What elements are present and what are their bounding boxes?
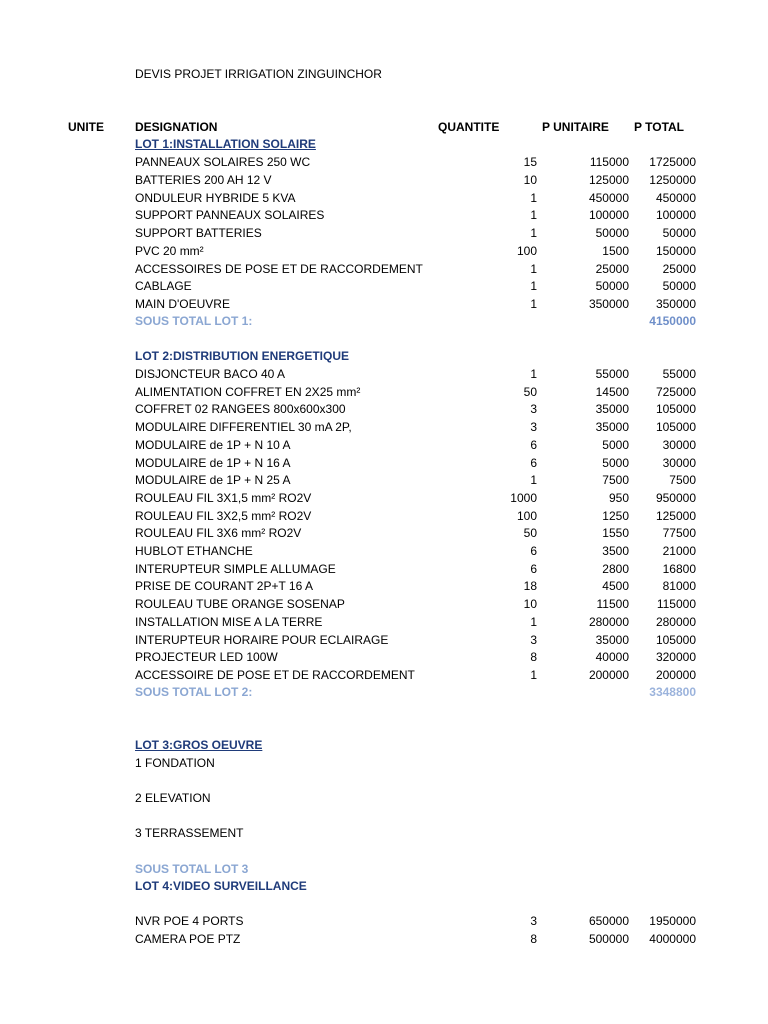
lot2-subtotal-row — [0, 684, 768, 701]
item-unit-price: 35000 — [595, 402, 629, 417]
item-total-price: 1725000 — [649, 155, 696, 169]
item-total-price: 4000000 — [649, 931, 696, 946]
item-designation: ROULEAU FIL 3X2,5 mm² RO2V — [135, 508, 312, 523]
lot3-item — [0, 790, 768, 807]
item-total-price: 115000 — [656, 597, 696, 612]
table-row — [0, 261, 768, 278]
item-unit-price: 3500 — [602, 544, 629, 558]
item-designation: INSTALLATION MISE A LA TERRE — [135, 614, 323, 629]
table-row — [0, 419, 768, 436]
item-total-price: 21000 — [662, 544, 696, 558]
table-row — [0, 437, 768, 454]
item-unit-price: 11500 — [596, 597, 629, 612]
item-unit-price: 7500 — [602, 473, 629, 488]
lot3-item-label: 3 TERRASSEMENT — [135, 826, 244, 840]
item-total-price: 25000 — [662, 261, 696, 276]
table-row — [0, 207, 768, 224]
table-row — [0, 525, 768, 542]
item-designation: ROULEAU FIL 3X6 mm² RO2V — [135, 526, 302, 541]
item-unit-price: 50000 — [595, 226, 629, 240]
item-designation: ACCESSOIRE DE POSE ET DE RACCORDEMENT — [135, 667, 415, 682]
header-p-total: P TOTAL — [634, 120, 685, 134]
item-designation: PVC 20 mm² — [135, 243, 204, 258]
lot1-title-row — [0, 136, 768, 153]
item-unit-price: 40000 — [595, 650, 629, 665]
item-unit-price: 35000 — [595, 420, 629, 435]
lot3-item-label: 1 FONDATION — [135, 756, 215, 770]
lot3-item — [0, 755, 768, 772]
document-title-row — [0, 66, 768, 83]
table-row — [0, 366, 768, 383]
item-total-price: 150000 — [655, 243, 696, 258]
item-total-price: 1250000 — [649, 172, 696, 187]
item-total-price: 105000 — [655, 420, 696, 435]
lot3-subtotal-label: SOUS TOTAL LOT 3 — [135, 862, 249, 876]
item-total-price: 105000 — [655, 402, 696, 417]
lot1-subtotal-label: SOUS TOTAL LOT 1: — [135, 314, 253, 328]
table-row — [0, 172, 768, 189]
item-quantity: 1 — [530, 261, 537, 276]
item-unit-price: 4500 — [602, 579, 629, 594]
item-unit-price: 950 — [608, 490, 629, 505]
item-quantity: 1 — [530, 190, 537, 205]
item-unit-price: 100000 — [588, 208, 629, 223]
item-quantity: 3 — [530, 632, 537, 647]
table-row — [0, 578, 768, 595]
item-unit-price: 5000 — [602, 437, 629, 452]
item-quantity: 1 — [530, 473, 537, 488]
table-row — [0, 508, 768, 525]
item-designation: PROJECTEUR LED 100W — [135, 650, 278, 665]
table-row — [0, 649, 768, 666]
table-row — [0, 296, 768, 313]
item-total-price: 30000 — [662, 455, 696, 470]
item-quantity: 6 — [530, 455, 537, 470]
lot3-item — [0, 825, 768, 842]
item-total-price: 125000 — [655, 508, 696, 523]
table-row — [0, 561, 768, 578]
item-total-price: 7500 — [669, 473, 696, 488]
item-total-price: 50000 — [662, 226, 696, 240]
lot1-subtotal-value: 4150000 — [649, 314, 696, 328]
item-quantity: 3 — [530, 402, 537, 417]
item-quantity: 8 — [530, 931, 537, 946]
item-quantity: 1 — [530, 208, 537, 223]
table-row — [0, 472, 768, 489]
item-designation: ROULEAU TUBE ORANGE SOSENAP — [135, 597, 345, 612]
item-unit-price: 1250 — [602, 508, 629, 523]
item-designation: ROULEAU FIL 3X1,5 mm² RO2V — [135, 490, 312, 505]
lot1-subtotal-row — [0, 313, 768, 330]
item-total-price: 1950000 — [649, 914, 696, 928]
item-quantity: 1000 — [510, 490, 537, 505]
lot3-title: LOT 3:GROS OEUVRE — [135, 738, 263, 752]
item-designation: DISJONCTEUR BACO 40 A — [135, 367, 286, 381]
item-designation: SUPPORT BATTERIES — [135, 226, 262, 240]
table-row — [0, 154, 768, 171]
item-total-price: 16800 — [662, 561, 696, 576]
lot4-title-row — [0, 878, 768, 895]
item-quantity: 100 — [516, 508, 537, 523]
item-quantity: 50 — [523, 384, 537, 399]
lot1-title: LOT 1:INSTALLATION SOLAIRE — [135, 137, 316, 151]
item-designation: INTERUPTEUR SIMPLE ALLUMAGE — [135, 561, 336, 576]
item-total-price: 77500 — [662, 526, 696, 541]
lot4-title: LOT 4:VIDEO SURVEILLANCE — [135, 879, 307, 893]
item-unit-price: 1550 — [602, 526, 629, 541]
item-quantity: 1 — [530, 297, 537, 311]
item-total-price: 81000 — [662, 579, 696, 594]
header-designation: DESIGNATION — [135, 120, 218, 134]
lot2-title-row — [0, 348, 768, 365]
lot3-title-row — [0, 737, 768, 754]
item-unit-price: 115000 — [589, 155, 629, 169]
lot2-title: LOT 2:DISTRIBUTION ENERGETIQUE — [135, 349, 350, 363]
item-unit-price: 35000 — [595, 632, 629, 647]
item-unit-price: 55000 — [595, 367, 629, 381]
item-quantity: 10 — [523, 597, 537, 612]
item-total-price: 350000 — [655, 297, 696, 311]
table-row — [0, 913, 768, 930]
lot2-subtotal-label: SOUS TOTAL LOT 2: — [135, 685, 253, 699]
table-row — [0, 401, 768, 418]
item-quantity: 1 — [530, 226, 537, 240]
item-designation: PRISE DE COURANT 2P+T 16 A — [135, 579, 313, 594]
item-designation: COFFRET 02 RANGEES 800x600x300 — [135, 402, 346, 417]
item-designation: MAIN D'OEUVRE — [135, 297, 230, 311]
item-quantity: 50 — [523, 526, 537, 541]
item-quantity: 6 — [530, 544, 537, 558]
item-designation: MODULAIRE de 1P + N 16 A — [135, 455, 291, 470]
item-total-price: 450000 — [655, 190, 696, 205]
table-row — [0, 614, 768, 631]
item-unit-price: 450000 — [588, 190, 629, 205]
item-quantity: 15 — [523, 155, 537, 169]
item-unit-price: 650000 — [588, 914, 629, 928]
item-unit-price: 25000 — [595, 261, 629, 276]
item-designation: ONDULEUR HYBRIDE 5 KVA — [135, 190, 296, 205]
item-designation: MODULAIRE de 1P + N 10 A — [135, 437, 291, 452]
item-designation: HUBLOT ETHANCHE — [135, 544, 253, 558]
item-total-price: 100000 — [655, 208, 696, 223]
header-p-unitaire: P UNITAIRE — [542, 120, 609, 134]
item-total-price: 725000 — [655, 384, 696, 399]
table-row — [0, 931, 768, 948]
item-unit-price: 1500 — [602, 243, 629, 258]
item-unit-price: 200000 — [588, 667, 629, 682]
item-total-price: 55000 — [662, 367, 696, 381]
table-header — [0, 119, 768, 136]
item-designation: INTERUPTEUR HORAIRE POUR ECLAIRAGE — [135, 632, 389, 647]
table-row — [0, 667, 768, 684]
lot2-subtotal-value: 3348800 — [649, 685, 696, 699]
item-quantity: 100 — [516, 243, 537, 258]
table-row — [0, 243, 768, 260]
item-quantity: 1 — [530, 614, 537, 629]
lot3-item-label: 2 ELEVATION — [135, 791, 211, 805]
item-quantity: 1 — [530, 279, 537, 294]
item-designation: MODULAIRE DIFFERENTIEL 30 mA 2P, — [135, 420, 352, 435]
item-total-price: 320000 — [655, 650, 696, 665]
lot3-subtotal-row — [0, 861, 768, 878]
item-quantity: 1 — [530, 667, 537, 682]
table-row — [0, 384, 768, 401]
item-designation: SUPPORT PANNEAUX SOLAIRES — [135, 208, 325, 223]
item-unit-price: 500000 — [588, 931, 629, 946]
item-total-price: 280000 — [655, 614, 696, 629]
item-unit-price: 2800 — [602, 561, 629, 576]
item-quantity: 3 — [530, 420, 537, 435]
item-designation: CAMERA POE PTZ — [135, 931, 241, 946]
item-designation: NVR POE 4 PORTS — [135, 914, 244, 928]
item-quantity: 10 — [523, 172, 537, 187]
item-total-price: 50000 — [662, 279, 696, 294]
item-quantity: 3 — [530, 914, 537, 928]
item-quantity: 6 — [530, 561, 537, 576]
table-row — [0, 543, 768, 560]
item-designation: PANNEAUX SOLAIRES 250 WC — [135, 155, 311, 169]
table-row — [0, 632, 768, 649]
document-title: DEVIS PROJET IRRIGATION ZINGUINCHOR — [135, 67, 382, 81]
item-unit-price: 350000 — [588, 297, 629, 311]
table-row — [0, 278, 768, 295]
table-row — [0, 455, 768, 472]
item-unit-price: 5000 — [602, 455, 629, 470]
table-row — [0, 190, 768, 207]
item-designation: MODULAIRE de 1P + N 25 A — [135, 473, 291, 488]
header-quantite: QUANTITE — [438, 120, 500, 134]
item-quantity: 1 — [530, 367, 537, 381]
item-designation: BATTERIES 200 AH 12 V — [135, 172, 272, 187]
table-row — [0, 596, 768, 613]
item-quantity: 6 — [530, 437, 537, 452]
item-unit-price: 14500 — [595, 384, 629, 399]
item-unit-price: 125000 — [588, 172, 629, 187]
item-quantity: 8 — [530, 650, 537, 665]
item-unit-price: 50000 — [595, 279, 629, 294]
table-row — [0, 225, 768, 242]
item-designation: ALIMENTATION COFFRET EN 2X25 mm² — [135, 384, 361, 399]
item-quantity: 18 — [523, 579, 537, 594]
header-unite: UNITE — [68, 120, 104, 134]
item-total-price: 200000 — [655, 667, 696, 682]
item-total-price: 105000 — [655, 632, 696, 647]
item-designation: CABLAGE — [135, 279, 192, 294]
item-designation: ACCESSOIRES DE POSE ET DE RACCORDEMENT — [135, 261, 423, 276]
item-total-price: 950000 — [655, 490, 696, 505]
item-total-price: 30000 — [662, 437, 696, 452]
table-row — [0, 490, 768, 507]
item-unit-price: 280000 — [588, 614, 629, 629]
